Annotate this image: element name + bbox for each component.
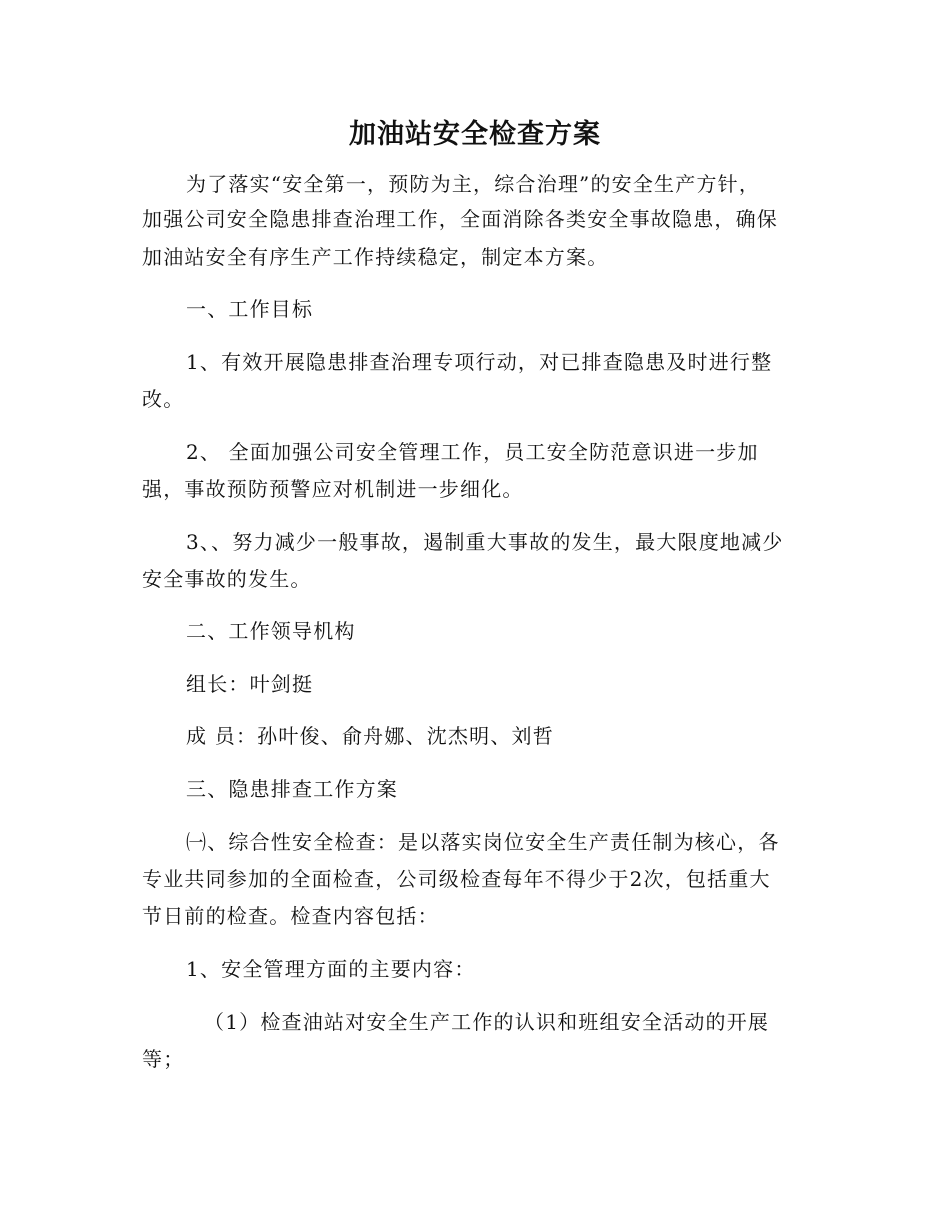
goal-1-line-2: 改。 [142, 387, 185, 411]
section-heading-leadership: 二、工作领导机构 [186, 619, 356, 643]
leader-line: 组长：叶剑挺 [186, 672, 314, 696]
item-1-line-1: （1）检查油站对安全生产工作的认识和班组安全活动的开展 [204, 1010, 770, 1034]
goal-3-line-2: 安全事故的发生。 [142, 567, 312, 591]
document-title: 加油站安全检查方案 [349, 119, 601, 150]
section-heading-goals: 一、工作目标 [186, 297, 314, 321]
goal-3-line-1: 3、、努力减少一般事故，遏制重大事故的发生，最大限度地减少 [186, 530, 784, 554]
goal-2-line-1: 2、 全面加强公司安全管理工作，员工安全防范意识进一步加 [186, 440, 759, 464]
section-heading-plan: 三、隐患排查工作方案 [186, 777, 398, 801]
intro-line-1: 为了落实“安全第一，预防为主，综合治理”的安全生产方针， [186, 172, 761, 196]
intro-line-2: 加强公司安全隐患排查治理工作，全面消除各类安全事故隐患，确保 [142, 207, 778, 231]
goal-1-line-1: 1、有效开展隐患排查治理专项行动，对已排查隐患及时进行整 [186, 350, 773, 374]
plan-1-line-2: 专业共同参加的全面检查，公司级检查每年不得少于2次，包括重大 [142, 867, 771, 891]
plan-1-line-1: ㈠、综合性安全检查：是以落实岗位安全生产责任制为核心，各 [186, 830, 780, 854]
item-1-line-2: 等； [142, 1047, 185, 1071]
members-line: 成 员：孙叶俊、俞舟娜、沈杰明、刘哲 [186, 724, 554, 748]
sub-heading-management: 1、安全管理方面的主要内容： [186, 957, 476, 981]
plan-1-line-3: 节日前的检查。检查内容包括： [142, 904, 439, 928]
intro-line-3: 加油站安全有序生产工作持续稳定，制定本方案。 [142, 245, 609, 269]
goal-2-line-2: 强，事故预防预警应对机制进一步细化。 [142, 477, 524, 501]
